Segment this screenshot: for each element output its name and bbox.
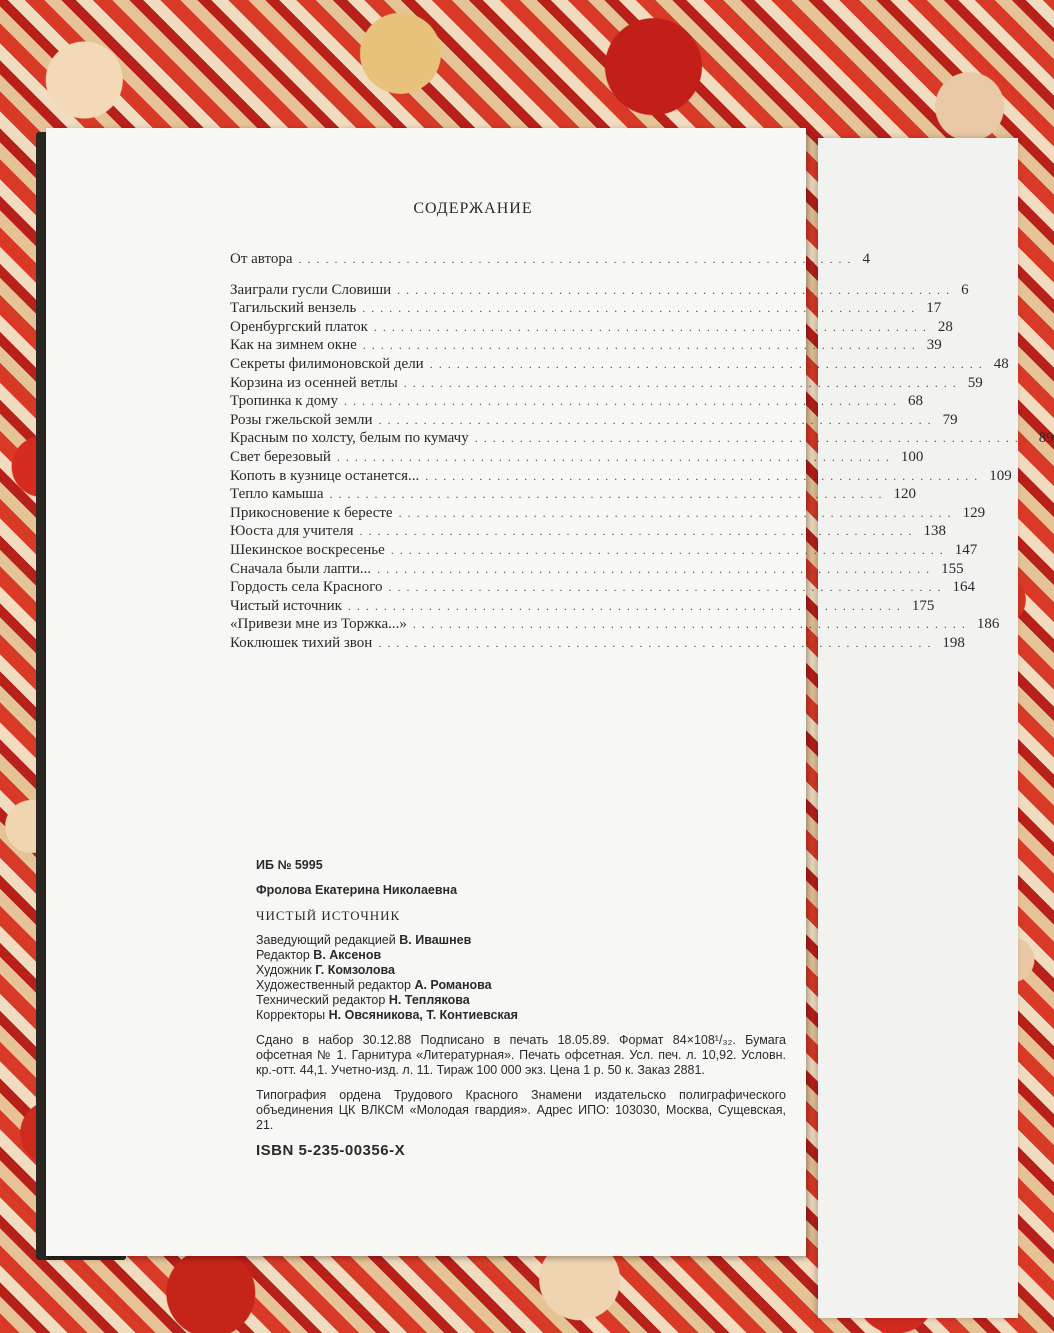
toc-entry: Юоста для учителя .............................................................. 138 <box>230 523 947 540</box>
toc-entry: От автора .............................................................. 4 <box>230 251 871 267</box>
author-name: Фролова Екатерина Николаевна <box>256 883 458 897</box>
imprint-block <box>256 858 786 1158</box>
toc-entry: Чистый источник .............................................................. 175 <box>230 597 935 614</box>
print-info: Сдано в набор 30.12.88 Подписано в печать 18.05.89. Формат 84×108¹/₃₂. Бумага офсетная № 1. Гарнитура «Литературная». Печать офсетная. Усл. печ. л. 10,92. Условн. кр.-отт. 44,1. Учетно-изд. л. 11. Тираж 100 000 экз. Цена 1 р. 50 к. Заказ 2881. <box>256 1033 786 1077</box>
ib-number: ИБ № 5995 <box>256 858 323 872</box>
toc-entry: Гордость села Красного .............................................................. 164 <box>230 579 975 596</box>
toc-entry: Как на зимнем окне .............................................................. 39 <box>230 337 942 354</box>
toc-entry: Секреты филимоновской дели .............................................................. 48 <box>230 355 1009 372</box>
printer-info: Типография ордена Трудового Красного Знамени издательско полиграфического объединения ЦК ВЛКСМ «Молодая гвардия». Адрес ИПО: 103030, Москва, Сущевская, 21. <box>256 1088 786 1132</box>
toc-entry: Красным по холсту, белым по кумачу .............................................................. 89 <box>230 430 1054 447</box>
toc-entry: Розы гжельской земли .............................................................. 79 <box>230 411 958 428</box>
isbn: ISBN 5-235-00356-X <box>256 1142 406 1159</box>
staff-line: Технический редактор Н. Теплякова <box>256 993 470 1007</box>
toc-entry: «Привези мне из Торжка...» .............................................................. 186 <box>230 616 1000 633</box>
staff-line: Корректоры Н. Овсяникова, Т. Контиевская <box>256 1008 518 1022</box>
staff-line: Редактор В. Аксенов <box>256 948 382 962</box>
toc-entry: Заиграли гусли Словиши .............................................................. 6 <box>230 281 969 298</box>
toc-entry: Сначала были лапти... .............................................................. 155 <box>230 560 964 577</box>
toc-entry: Оренбургский платок .............................................................. 28 <box>230 318 953 335</box>
toc-entry: Корзина из осенней ветлы .............................................................. 59 <box>230 374 983 391</box>
toc-entry: Тагильский вензель .............................................................. 17 <box>230 300 942 317</box>
staff-list <box>256 933 786 1023</box>
toc-entry: Прикосновение к бересте .............................................................. 129 <box>230 504 986 521</box>
toc-entry: Свет березовый .............................................................. 100 <box>230 448 924 465</box>
toc-heading: СОДЕРЖАНИЕ <box>413 200 533 217</box>
toc-entry: Копоть в кузнице останется... .............................................................. 109 <box>230 467 1012 484</box>
toc-entry: Тепло камыша .............................................................. 120 <box>230 486 917 503</box>
staff-line: Художественный редактор А. Романова <box>256 978 492 992</box>
staff-line: Художник Г. Комзолова <box>256 963 395 977</box>
table-of-contents <box>230 250 1054 652</box>
toc-entry: Тропинка к дому .............................................................. 68 <box>230 393 924 410</box>
book-title: ЧИСТЫЙ ИСТОЧНИК <box>256 908 401 923</box>
staff-line: Заведующий редакцией В. Ивашнев <box>256 933 472 947</box>
toc-entry: Шекинское воскресенье .............................................................. 147 <box>230 541 978 558</box>
toc-entry: Коклюшек тихий звон .............................................................. 198 <box>230 634 965 651</box>
